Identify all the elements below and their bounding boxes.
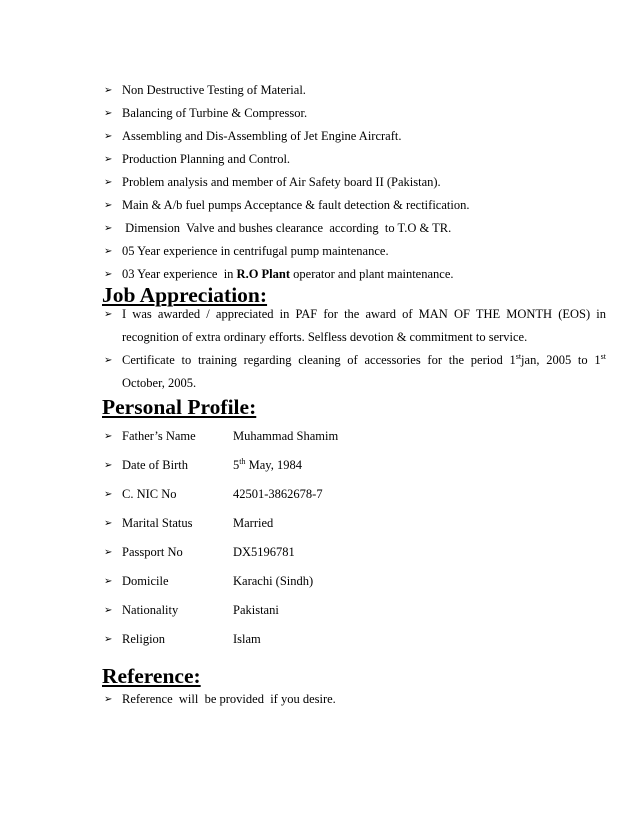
- profile-value: Karachi (Sindh): [233, 574, 314, 588]
- arrow-bullet-icon: ➢: [104, 431, 113, 442]
- profile-value: [233, 454, 302, 477]
- profile-label: Nationality: [122, 603, 179, 617]
- arrow-bullet-icon: ➢: [104, 131, 113, 142]
- profile-value: Pakistani: [233, 603, 279, 617]
- arrow-bullet-icon: ➢: [104, 518, 113, 529]
- job-appreciation-heading: Job Appreciation:: [102, 283, 268, 307]
- appreciation-line: recognition of extra ordinary efforts. Selfless devotion & commitment to service.: [122, 330, 528, 344]
- skill-item: [102, 102, 606, 125]
- reference-list: [102, 688, 606, 711]
- appreciation-item: [102, 303, 606, 349]
- skill-text: 05 Year experience in centrifugal pump maintenance.: [122, 244, 389, 258]
- arrow-bullet-icon: ➢: [104, 85, 113, 96]
- profile-row-fathers-name: [102, 425, 502, 448]
- dob-day: 5: [233, 458, 240, 472]
- arrow-bullet-icon: ➢: [104, 246, 113, 257]
- profile-label: Marital Status: [122, 516, 193, 530]
- profile-value: Muhammad Shamim: [233, 429, 339, 443]
- arrow-bullet-icon: ➢: [104, 547, 113, 558]
- reference-item: [102, 688, 606, 711]
- skill-text: Main & A/b fuel pumps Acceptance & fault detection & rectification.: [122, 198, 470, 212]
- arrow-bullet-icon: ➢: [104, 108, 113, 119]
- arrow-bullet-icon: ➢: [104, 605, 113, 616]
- skill-item: [102, 194, 606, 217]
- ordinal-suffix: st: [600, 351, 606, 361]
- reference-heading: Reference:: [102, 664, 201, 688]
- skill-item: [102, 148, 606, 171]
- appreciation-text: jan, 2005 to 1: [521, 353, 601, 367]
- profile-label: Domicile: [122, 574, 169, 588]
- skill-item: [102, 240, 606, 263]
- arrow-bullet-icon: ➢: [104, 309, 113, 320]
- profile-label: Date of Birth: [122, 458, 188, 472]
- skill-text-prefix: 03 Year experience in: [122, 267, 237, 281]
- profile-row-domicile: [102, 570, 502, 593]
- profile-value: DX5196781: [233, 545, 295, 559]
- arrow-bullet-icon: ➢: [104, 355, 113, 366]
- profile-value: 42501-3862678-7: [233, 487, 323, 501]
- appreciation-line: I was awarded / appreciated in PAF for the award of MAN OF THE MONTH (EOS) in: [122, 307, 606, 321]
- profile-row-religion: [102, 628, 502, 651]
- arrow-bullet-icon: ➢: [104, 694, 113, 705]
- appreciation-line: October, 2005.: [122, 376, 197, 390]
- profile-row-cnic: [102, 483, 502, 506]
- arrow-bullet-icon: ➢: [104, 576, 113, 587]
- ordinal-suffix: th: [239, 456, 246, 466]
- profile-label: Father’s Name: [122, 429, 196, 443]
- dob-rest: May, 1984: [245, 458, 302, 472]
- arrow-bullet-icon: ➢: [104, 177, 113, 188]
- ordinal-suffix: st: [515, 351, 522, 361]
- appreciation-line: [122, 349, 606, 372]
- profile-label: C. NIC No: [122, 487, 177, 501]
- arrow-bullet-icon: ➢: [104, 460, 113, 471]
- skill-text: Balancing of Turbine & Compressor.: [122, 106, 308, 120]
- skill-text: Production Planning and Control.: [122, 152, 291, 166]
- skill-text-bold: R.O Plant: [236, 267, 291, 281]
- skill-text: Non Destructive Testing of Material.: [122, 83, 306, 97]
- profile-label: Passport No: [122, 545, 183, 559]
- skills-list: [102, 79, 606, 286]
- skill-text: Problem analysis and member of Air Safety board II (Pakistan).: [122, 175, 441, 189]
- skill-item: [102, 217, 606, 240]
- profile-label: Religion: [122, 632, 166, 646]
- job-appreciation-list: [102, 303, 606, 395]
- arrow-bullet-icon: ➢: [104, 200, 113, 211]
- personal-profile-heading: Personal Profile:: [102, 395, 257, 419]
- arrow-bullet-icon: ➢: [104, 154, 113, 165]
- profile-value: Married: [233, 516, 274, 530]
- skill-item: [102, 79, 606, 102]
- reference-text: Reference will be provided if you desire.: [122, 692, 336, 706]
- arrow-bullet-icon: ➢: [104, 489, 113, 500]
- skill-item: [102, 171, 606, 194]
- skill-text: Assembling and Dis-Assembling of Jet Engine Aircraft.: [122, 129, 402, 143]
- profile-value: Islam: [233, 632, 261, 646]
- skill-text-suffix: operator and plant maintenance.: [290, 267, 454, 281]
- skill-text: Dimension Valve and bushes clearance according to T.O & TR.: [122, 221, 452, 235]
- skill-item: [102, 125, 606, 148]
- profile-row-passport: [102, 541, 502, 564]
- profile-row-date-of-birth: [102, 454, 502, 477]
- arrow-bullet-icon: ➢: [104, 634, 113, 645]
- appreciation-item: [102, 349, 606, 395]
- arrow-bullet-icon: ➢: [104, 223, 113, 234]
- profile-row-marital-status: [102, 512, 502, 535]
- appreciation-text: Certificate to training regarding cleaning of accessories for the period 1: [122, 353, 516, 367]
- profile-row-nationality: [102, 599, 502, 622]
- arrow-bullet-icon: ➢: [104, 269, 113, 280]
